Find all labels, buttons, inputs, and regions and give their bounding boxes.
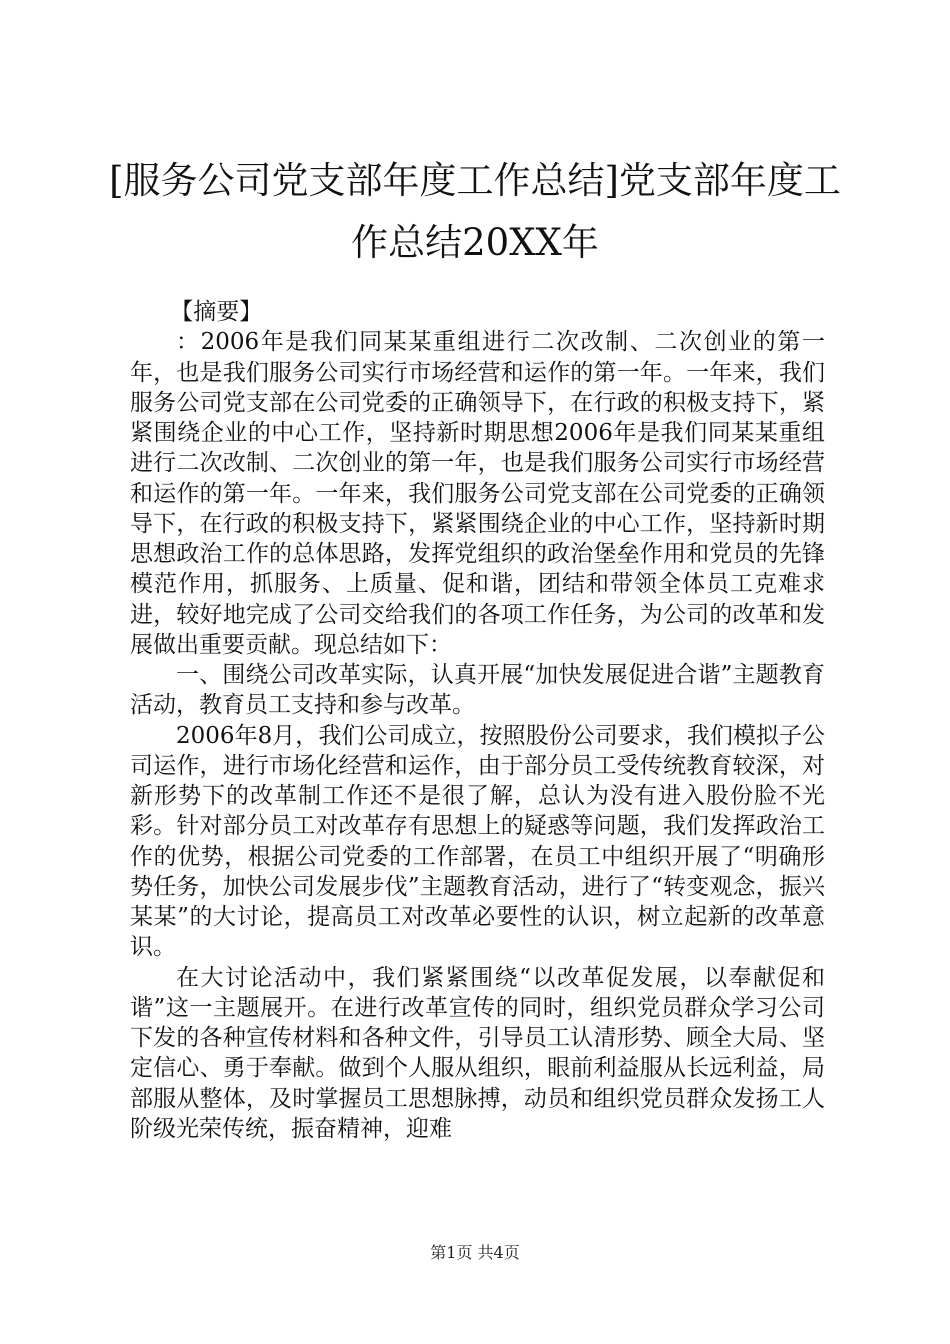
- paragraph-abstract: ：2006年是我们同某某重组进行二次改制、二次创业的第一年，也是我们服务公司实行市场经营和运作的第一年。一年来，我们服务公司党支部在公司党委的正确领导下，在行政的积极支持下，紧紧围绕企业的中心工作，坚持新时期思想2006年是我们同某某重组进行二次改制、二次创业的第一年，也是我们服务公司实行市场经营和运作的第一年。一年来，我们服务公司党支部在公司党委的正确领导下，在行政的积极支持下，紧紧围绕企业的中心工作，坚持新时期思想政治工作的总体思路，发挥党组织的政治堡垒作用和党员的先锋模范作用，抓服务、上质量、促和谐，团结和带领全体员工克难求进，较好地完成了公司交给我们的各项工作任务，为公司的改革和发展做出重要贡献。现总结如下：: [130, 329, 825, 658]
- page-footer: 第1页 共4页: [430, 1243, 520, 1262]
- paragraph-body: 2006年8月，我们公司成立，按照股份公司要求，我们模拟子公司运作，进行市场化经营和运作，由于部分员工受传统教育较深，对新形势下的改革制工作还不是很了解，总认为没有进入股份脸不光彩。针对部分员工对改革存有思想上的疑惑等问题，我们发挥政治工作的优势，根据公司党委的工作部署，在员工中组织开展了“明确形势任务，加快公司发展步伐”主题教育活动，进行了“转变观念，振兴某某”的大讨论，提高员工对改革必要性的认识，树立起新的改革意识。: [130, 722, 825, 961]
- document-title: [100, 150, 850, 274]
- paragraph-section-heading: 一、围绕公司改革实际，认真开展“加快发展促进合谐”主题教育活动，教育员工支持和参与改革。: [130, 662, 825, 719]
- abstract-label: 【摘要】: [170, 299, 263, 325]
- document-body: [130, 297, 825, 1144]
- title-line-1: [服务公司党支部年度工作总结]党支部年度工: [109, 159, 841, 202]
- paragraph-body: 在大讨论活动中，我们紧紧围绕“以改革促发展，以奉献促和谐”这一主题展开。在进行改革宣传的同时，组织党员群众学习公司下发的各种宣传材料和各种文件，引导员工认清形势、顾全大局、坚定信心、勇于奉献。做到个人服从组织，眼前利益服从长远利益，局部服从整体，及时掌握员工思想脉搏，动员和组织党员群众发扬工人阶级光荣传统，振奋精神，迎难: [130, 964, 825, 1142]
- title-line-2: 作总结20XX年: [351, 221, 599, 264]
